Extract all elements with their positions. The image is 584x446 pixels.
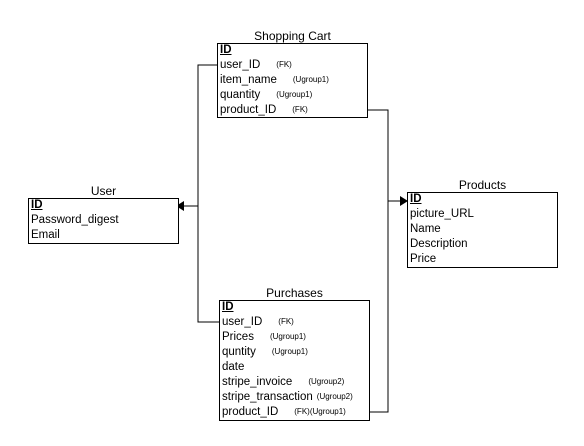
field-row [220, 73, 329, 87]
field-name: ID [220, 44, 232, 56]
connector-purchases-to-user [198, 206, 219, 322]
field-row [31, 228, 60, 242]
field-name: date [222, 361, 245, 373]
field-note: (Ugroup2) [308, 377, 345, 386]
connector-purchases-to-products [370, 201, 388, 412]
field-row [410, 207, 474, 221]
entity-title: Products [458, 178, 507, 192]
entity-purchases[interactable] [219, 286, 370, 421]
field-name: picture_URL [410, 208, 474, 220]
field-name: product_ID [220, 104, 277, 117]
field-row [222, 360, 244, 374]
field-row [222, 300, 234, 314]
field-name: ID [410, 193, 422, 205]
field-row [410, 237, 468, 251]
field-row [222, 315, 294, 329]
entity-shopping-cart[interactable] [217, 29, 368, 118]
field-note: (Ugroup1) [276, 90, 313, 99]
field-row [220, 58, 292, 72]
field-name: user_ID [222, 316, 263, 329]
field-name: Price [410, 253, 437, 265]
field-name: Prices [222, 331, 254, 344]
field-name: stripe_invoice [222, 376, 293, 389]
entity-title: User [90, 184, 117, 198]
field-row [222, 330, 306, 344]
field-note: (Ugroup1) [269, 332, 306, 341]
field-name: stripe_transaction [222, 391, 313, 404]
connector-cart-to-user [180, 65, 218, 206]
field-note: (FK) [276, 60, 292, 69]
field-row [220, 103, 308, 117]
field-row [222, 375, 344, 389]
field-note: (FK) [278, 317, 294, 326]
field-note: (FK) [292, 105, 308, 114]
field-note: (FK)(Ugroup1) [294, 407, 346, 416]
field-name: Description [410, 238, 468, 250]
field-name: quntity [222, 346, 256, 359]
field-name: user_ID [220, 59, 261, 72]
field-row [410, 222, 441, 236]
field-name: item_name [220, 74, 277, 87]
entity-title: Shopping Cart [254, 29, 331, 43]
field-row [220, 88, 312, 102]
field-row [410, 192, 422, 206]
field-name: ID [31, 199, 43, 211]
entity-user[interactable] [28, 184, 179, 244]
field-note: (Ugroup2) [316, 392, 353, 401]
connector-cart-to-products [368, 110, 404, 201]
field-note: (Ugroup1) [271, 347, 308, 356]
field-name: Password_digest [31, 214, 119, 226]
field-row [222, 405, 346, 419]
field-row [222, 345, 308, 359]
entity-title: Purchases [266, 286, 323, 300]
field-row [31, 198, 43, 212]
field-row [31, 213, 119, 227]
field-name: Email [31, 229, 60, 241]
field-name: quantity [220, 89, 261, 102]
field-name: ID [222, 301, 234, 313]
entity-products[interactable] [407, 178, 558, 268]
field-note: (Ugroup1) [292, 75, 329, 84]
field-name: Name [410, 223, 441, 235]
field-row [410, 252, 436, 266]
field-row [220, 43, 232, 57]
field-name: product_ID [222, 406, 279, 419]
field-row [222, 390, 353, 404]
